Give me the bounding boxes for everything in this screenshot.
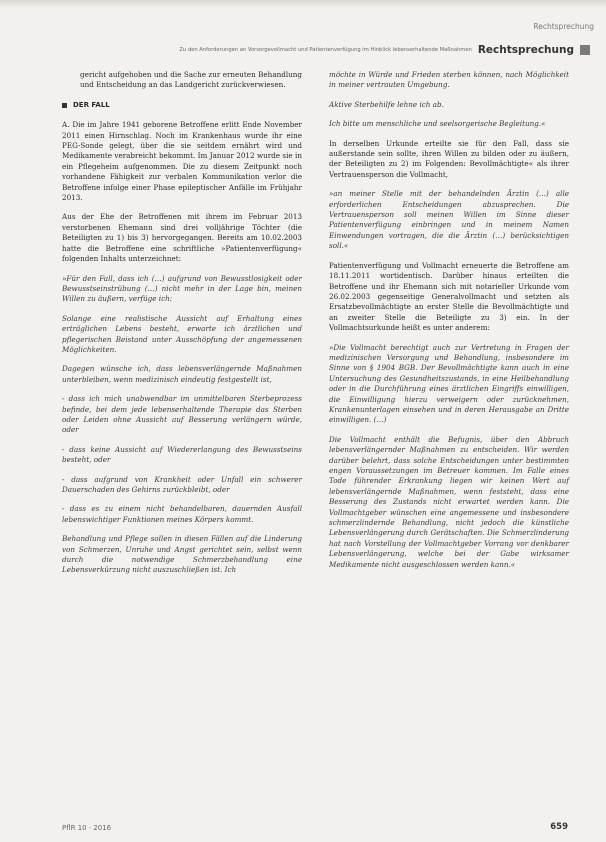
header-tag: Rechtsprechung — [533, 22, 594, 31]
body-paragraph: Aus der Ehe der Betroffenen mit ihrem im Februar 2013 verstorbenen Ehemann sind drei volljährige Töchter (die Beteiligten zu 1) bis 3) hervorgegangen. Bereits am 10.02.2003 hatte die Betroffene eine schriftliche »Patientenverfügung« folgenden Inhalts unterzeichnet: — [62, 212, 302, 264]
header-subtitle: Zu den Anforderungen an Vorsorgevollmacht und Patientenverfügung im Hinblick lebenserhaltende Maßnahmen — [179, 47, 472, 53]
quote-paragraph: Solange eine realistische Aussicht auf Erhaltung eines erträglichen Lebens besteht, erwarte ich ärztlichen und pflegerischen Beistand unter Ausschöpfung der angemessenen Möglichkeiten. — [62, 313, 302, 354]
quote-paragraph: Aktive Sterbehilfe lehne ich ab. — [329, 99, 444, 109]
quote-paragraph: Behandlung und Pflege sollen in diesen Fällen auf die Linderung von Schmerzen, Unruhe und Angst gerichtet sein, selbst wenn durch die notwendige Schmerzbehandlung eine Lebensverkürzung nicht auszuschließen ist. Ich — [62, 534, 302, 575]
bullet-icon — [62, 103, 67, 108]
section-heading — [62, 100, 302, 110]
header-marker — [580, 45, 590, 55]
page-number: 659 — [550, 822, 568, 832]
header-title: Rechtsprechung — [477, 44, 574, 56]
footer-journal: PflR 10 · 2016 — [62, 824, 112, 832]
quote-paragraph: »Die Vollmacht berechtigt auch zur Vertretung in Fragen der medizinischen Versorgung und Behandlung, insbesondere im Sinne von § 1904 BGB. Der Bevollmächtigte kann auch in eine Untersuchung des Gesundheitszustands, in eine Heilbehandlung oder in die Durchführung eines ärztlichen Eingriffs einwilligen, die Einwilligung hierzu verweigern oder zurücknehmen, Krankenunterlagen einsehen und in deren Herausgabe an Dritte einwilligen. (…) — [329, 342, 569, 425]
quote-list-item: - dass keine Aussicht auf Wiedererlangung des Bewusstseins besteht, oder — [62, 444, 302, 465]
quote-list-item: - dass aufgrund von Krankheit oder Unfall ein schwerer Dauerschaden des Gehirns zurückbleibt, oder — [62, 474, 302, 494]
quote-list-item: - dass ich mich unabwendbar im unmittelbaren Sterbeprozess befinde, bei dem jede lebenserhaltende Therapie das Sterben oder Leiden ohne Aussicht auf Besserung verlängern würde, oder — [62, 394, 302, 435]
quote-paragraph: »Für den Fall, dass ich (…) aufgrund von Bewusstlosigkeit oder Bewusstseinstrübung (…) nicht mehr in der Lage bin, meinen Willen zu äußern, verfüge ich: — [62, 273, 302, 304]
quote-paragraph: Dagegen wünsche ich, dass lebensverlängernde Maßnahmen unterbleiben, wenn medizinisch eindeutig festgestellt ist, — [62, 364, 302, 384]
page-edge — [0, 0, 606, 8]
body-paragraph: In derselben Urkunde erteilte sie für den Fall, dass sie außerstande sein sollte, ihren Willen zu bilden oder zu äußern, der Beteiligten zu 2) im Folgenden: Bevollmächtigte« als ihrer Vertrauensperson die Vollmacht, — [329, 138, 569, 179]
intro-paragraph: gericht aufgehoben und die Sache zur erneuten Behandlung und Entscheidung an das Landgericht zurückverwiesen. — [80, 70, 302, 90]
body-paragraph: Patientenverfügung und Vollmacht erneuerte die Betroffene am 18.11.2011 wortidentisch. Darüber hinaus erteilten die Betroffene und ihr Ehemann sich mit notarieller Urkunde vom 26.02.2003 gegenseitige Generalvollmacht und setzten als Ersatzbevollmächtigte an erster Stelle die Bevollmächtigte und an zweiter Stelle die Beteiligte zu 3) ein. In der Vollmachtsurkunde heißt es unter anderem: — [329, 260, 569, 333]
quote-paragraph: möchte in Würde und Frieden sterben können, nach Möglichkeit in meiner vertrauten Umgebung. — [329, 70, 569, 90]
right-column — [329, 70, 569, 579]
quote-paragraph: Die Vollmacht enthält die Befugnis, über den Abbruch lebensverlängernder Maßnahmen zu entscheiden. Wir werden darüber belehrt, dass solche Entscheidungen unter bestimmten engen Voraussetzungen im Betreuer kommen. Im Falle eines Tode führender Erkrankung liegen wir keinen Wert auf lebensverlängernde Maßnahmen, wenn feststeht, dass eine Besserung des Zustands nicht erwartet werden kann. Die Vollmachtgeber wünschen eine angemessene und insbesondere schmerzlindernde Behandlung, nicht jedoch die künstliche Lebensverlängerung durch Gerätschaften. Die Schmerzlinderung hat nach Vorstellung der Vollmachtgeber Vorrang vor denkbarer Lebensverlängerung, welche bei der Gabe wirksamer Medikamente nicht ausgeschlossen werden kann.« — [329, 434, 569, 569]
running-header — [90, 44, 590, 56]
quote-paragraph: Ich bitte um menschliche und seelsorgerische Begleitung.« — [329, 119, 546, 129]
quote-list-item: - dass es zu einem nicht behandelbaren, dauernden Ausfall lebenswichtiger Funktionen meines Körpers kommt. — [62, 504, 302, 524]
body-paragraph: A. Die im Jahre 1941 geborene Betroffene erlitt Ende November 2011 einen Hirnschlag. Noch im Krankenhaus wurde ihr eine PEG-Sonde gelegt, über die sie seitdem ernährt wird und Medikamente verabreicht bekommt. Im Januar 2012 wurde sie in ein Pflegeheim aufgenommen. Die zu diesem Zeitpunkt noch vorhandene Fähigkeit zur verbalen Kommunikation verlor die Betroffene infolge einer Phase epileptischer Anfälle im Frühjahr 2013. — [62, 120, 302, 203]
quote-paragraph: »an meiner Stelle mit der behandelnden Ärztin (…) alle erforderlichen Entscheidungen abzusprechen. Die Vertrauensperson soll meinen Willen im Sinne dieser Patientenverfügung einbringen und in meinem Namen Einwendungen vortragen, die die Ärztin (…) berücksichtigen soll.« — [329, 189, 569, 251]
left-column — [62, 70, 302, 585]
section-heading-label: DER FALL — [73, 100, 110, 109]
